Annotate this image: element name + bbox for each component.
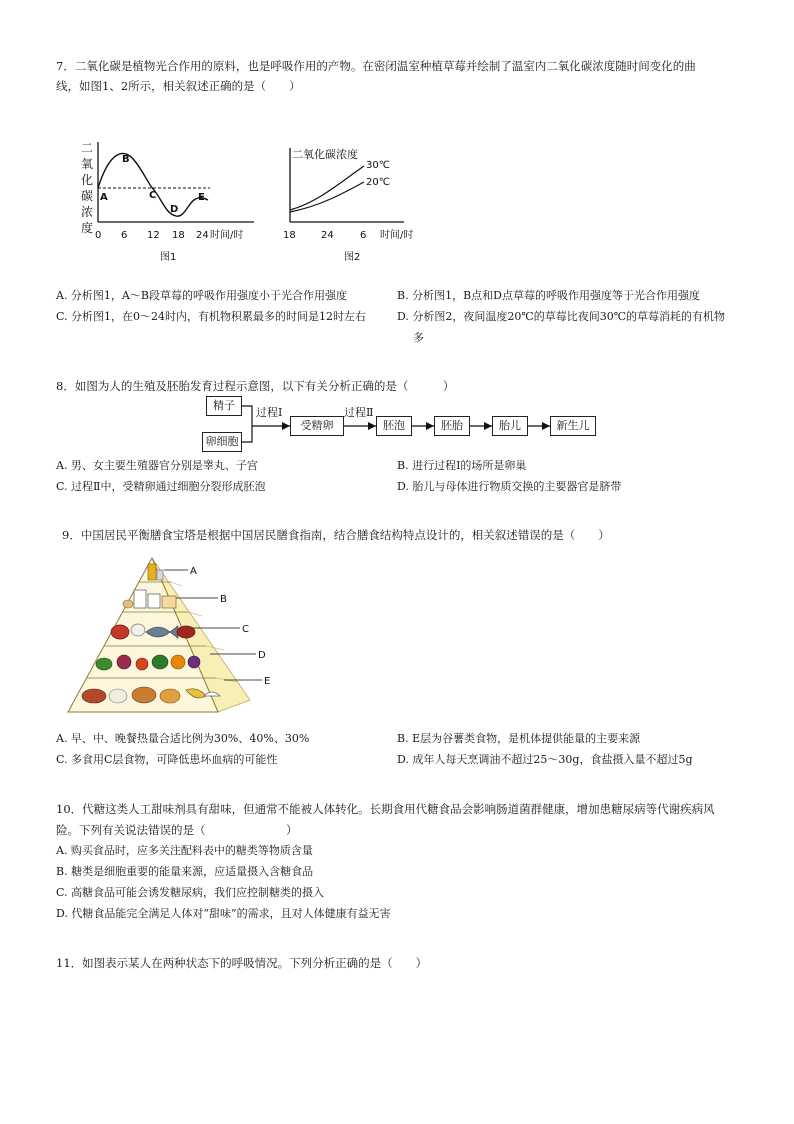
fig1-x-tick: 18 [172,230,185,241]
fig1-point-a: A [100,192,108,203]
layer-label-d: D [258,650,266,661]
q7-option-a[interactable]: A. 分析图1，A～B段草莓的呼吸作用强度小于光合作用强度 [56,289,347,302]
q8-option-a[interactable]: A. 男、女主要生殖器官分别是睾丸、子宫 [56,459,258,472]
fig2-x-tick: 6 [360,230,367,241]
q9-option-d[interactable]: D. 成年人每天烹调油不超过25～30g，食盐摄入量不超过5g [397,753,693,766]
egg-box: 卵细胞 [202,432,242,452]
fig2-curve-20c [290,182,364,212]
q7-stem-line2: 线，如图1、2所示，相关叙述正确的是（ ） [56,79,301,93]
fig2-x-tick: 18 [283,230,296,241]
process-2-label: 过程Ⅱ [344,406,374,419]
layer-label-b: B [220,594,227,605]
layer-a-oils-salt [148,564,163,580]
sperm-box: 精子 [206,396,242,416]
layer-label-a: A [190,566,197,577]
fig2-caption: 图2 [344,252,361,263]
zygote-box: 受精卵 [290,416,344,436]
arrow-4 [484,422,492,430]
q10-option-b[interactable]: B. 糖类是细胞重要的能量来源，应适量摄入含糖食品 [56,865,314,878]
q7-option-d-cont: 多 [413,331,424,344]
q8-option-d[interactable]: D. 胎儿与母体进行物质交换的主要器官是脐带 [397,480,622,493]
q10-option-a[interactable]: A. 购买食品时，应多关注配料表中的糖类等物质含量 [56,844,313,857]
food-pyramid [64,550,284,720]
fig1-x-tick: 0 [95,230,102,241]
q9-stem: 9．中国居民平衡膳食宝塔是根据中国居民膳食指南，结合膳食结构特点设计的，相关叙述错误的是（ ） [62,528,610,542]
q9-option-a[interactable]: A. 早、中、晚餐热量合适比例为30%、40%、30% [56,732,310,745]
q8-reproduction-diagram [200,394,610,454]
newborn-box: 新生儿 [550,416,596,436]
layer-label-e: E [264,676,271,687]
fig2-series-30c: 30℃ [366,160,390,171]
fig2-series-20c: 20℃ [366,177,390,188]
q10-option-c[interactable]: C. 高糖食品可能会诱发糖尿病，我们应控制糖类的摄入 [56,886,325,899]
fig1-point-e: E [198,192,205,203]
fig1-point-b: B [122,154,130,165]
fig2-x-unit: 时间/时 [380,230,414,241]
q7-figure-2 [280,138,440,268]
q11-stem: 11．如图表示某人在两种状态下的呼吸情况。下列分析正确的是（ ） [56,956,428,970]
process-1-label: 过程Ⅰ [256,406,283,419]
fig1-co2-curve [98,153,208,216]
fig1-y-label-char: 碳 [81,189,94,203]
fig1-point-d: D [170,204,179,215]
fig1-x-tick: 12 [147,230,160,241]
fig2-y-label: 二氧化碳浓度 [292,148,358,161]
q8-option-b[interactable]: B. 进行过程Ⅰ的场所是卵巢 [397,459,527,472]
arrow-1 [282,422,290,430]
q9-option-c[interactable]: C. 多食用C层食物，可降低患坏血病的可能性 [56,753,278,766]
q8-option-c[interactable]: C. 过程Ⅱ中，受精卵通过细胞分裂形成胚泡 [56,480,266,493]
q9-option-b[interactable]: B. E层为谷薯类食物，是机体提供能量的主要来源 [397,732,641,745]
arrow-3 [426,422,434,430]
fig1-y-label-char: 化 [81,173,94,187]
fig1-point-c: C [149,190,157,201]
q7-stem-line1: 7．二氧化碳是植物光合作用的原料，也是呼吸作用的产物。在密闭温室种植草莓并绘制了温室内二氧化碳浓度随时间变化的曲 [56,59,696,73]
blastocyst-box: 胚泡 [376,416,412,436]
fig1-y-label-char: 浓 [81,205,94,219]
fig1-y-label-char: 氧 [81,157,94,171]
fig1-y-label [81,141,93,235]
q10-option-d[interactable]: D. 代糖食品能完全满足人体对“甜味”的需求，且对人体健康有益无害 [56,907,391,920]
fig1-x-tick: 6 [121,230,128,241]
fig1-y-label-char: 度 [81,221,94,235]
fig2-x-tick: 24 [321,230,334,241]
embryo-box: 胚胎 [434,416,470,436]
fig1-y-label-char: 二 [81,141,94,155]
q7-option-c[interactable]: C. 分析图1，在0～24时内，有机物积累最多的时间是12时左右 [56,310,367,323]
arrow-2 [368,422,376,430]
fetus-box: 胎儿 [492,416,528,436]
q10-stem-line2: 险。下列有关说法错误的是（ ） [56,823,298,837]
q10-stem-line1: 10．代糖这类人工甜味剂具有甜味，但通常不能被人体转化。长期食用代糖食品会影响肠道菌群健康，增加患糖尿病等代谢疾病风 [56,802,715,816]
q7-figure-1 [78,138,264,268]
q8-stem: 8．如图为人的生殖及胚胎发育过程示意图，以下有关分析正确的是（ ） [56,379,455,393]
fig1-x-tick: 24 [196,230,209,241]
fig1-caption: 图1 [160,252,177,263]
layer-label-c: C [242,624,249,635]
arrow-5 [542,422,550,430]
fig1-x-unit: 时间/时 [210,230,244,241]
q7-option-d[interactable]: D. 分析图2，夜间温度20℃的草莓比夜间30℃的草莓消耗的有机物 [397,310,726,323]
q7-option-b[interactable]: B. 分析图1，B点和D点草莓的呼吸作用强度等于光合作用强度 [397,289,700,302]
